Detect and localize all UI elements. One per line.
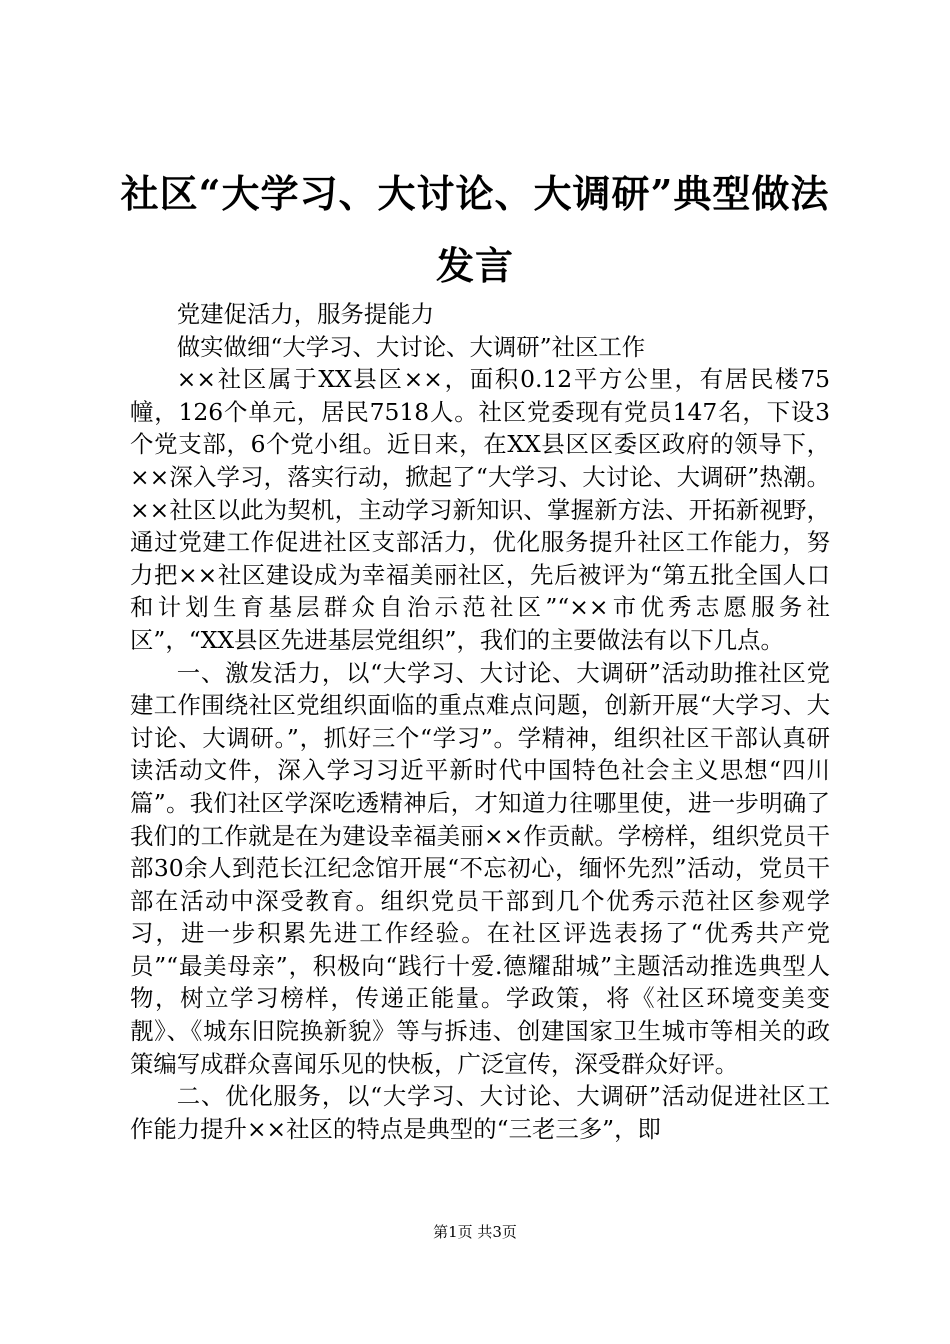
intro-paragraph: ××社区属于XX县区××，面积0.12平方公里，有居民楼75幢，126个单元，居民7518人。社区党委现有党员147名，下设3个党支部，6个党小组。近日来，在XX县区区委区政府的领导下，××深入学习，落实行动，掀起了“大学习、大讨论、大调研”热潮。××社区以此为契机，主动学习新知识、掌握新方法、开拓新视野，通过党建工作促进社区支部活力，优化服务提升社区工作能力，努力把××社区建设成为幸福美丽社区，先后被评为“第五批全国人口和计划生育基层群众自治示范社区”“××市优秀志愿服务社区”，“XX县区先进基层党组织”，我们的主要做法有以下几点。 [130,365,830,654]
document-title: 社区“大学习、大讨论、大调研”典型做法发言 [120,171,830,288]
page-number-footer: 第1页 共3页 [433,1223,517,1241]
section-one-paragraph: 一、激发活力，以“大学习、大讨论、大调研”活动助推社区党建工作围绕社区党组织面临的重点难点问题，创新开展“大学习、大讨论、大调研。”，抓好三个“学习”。学精神，组织社区干部认真研读活动文件，深入学习习近平新时代中国特色社会主义思想“四川篇”。我们社区学深吃透精神后，才知道力往哪里使，进一步明确了我们的工作就是在为建设幸福美丽××作贡献。学榜样，组织党员干部30余人到范长江纪念馆开展“不忘初心，缅怀先烈”活动，党员干部在活动中深受教育。组织党员干部到几个优秀示范社区参观学习，进一步积累先进工作经验。在社区评选表扬了“优秀共产党员”“最美母亲”，积极向“践行十爱.德耀甜城”主题活动推选典型人物，树立学习榜样，传递正能量。学政策，将《社区环境变美变靓》、《城东旧院换新貌》等与拆违、创建国家卫生城市等相关的政策编写成群众喜闻乐见的快板，广泛宣传，深受群众好评。 [130,658,830,1078]
subtitle-line-2: 做实做细“大学习、大讨论、大调研”社区工作 [176,332,646,361]
document-body [130,298,830,1145]
section-two-paragraph: 二、优化服务，以“大学习、大讨论、大调研”活动促进社区工作能力提升××社区的特点是典型的“三老三多”，即 [130,1082,830,1143]
subtitle-line-1: 党建促活力，服务提能力 [176,300,435,328]
